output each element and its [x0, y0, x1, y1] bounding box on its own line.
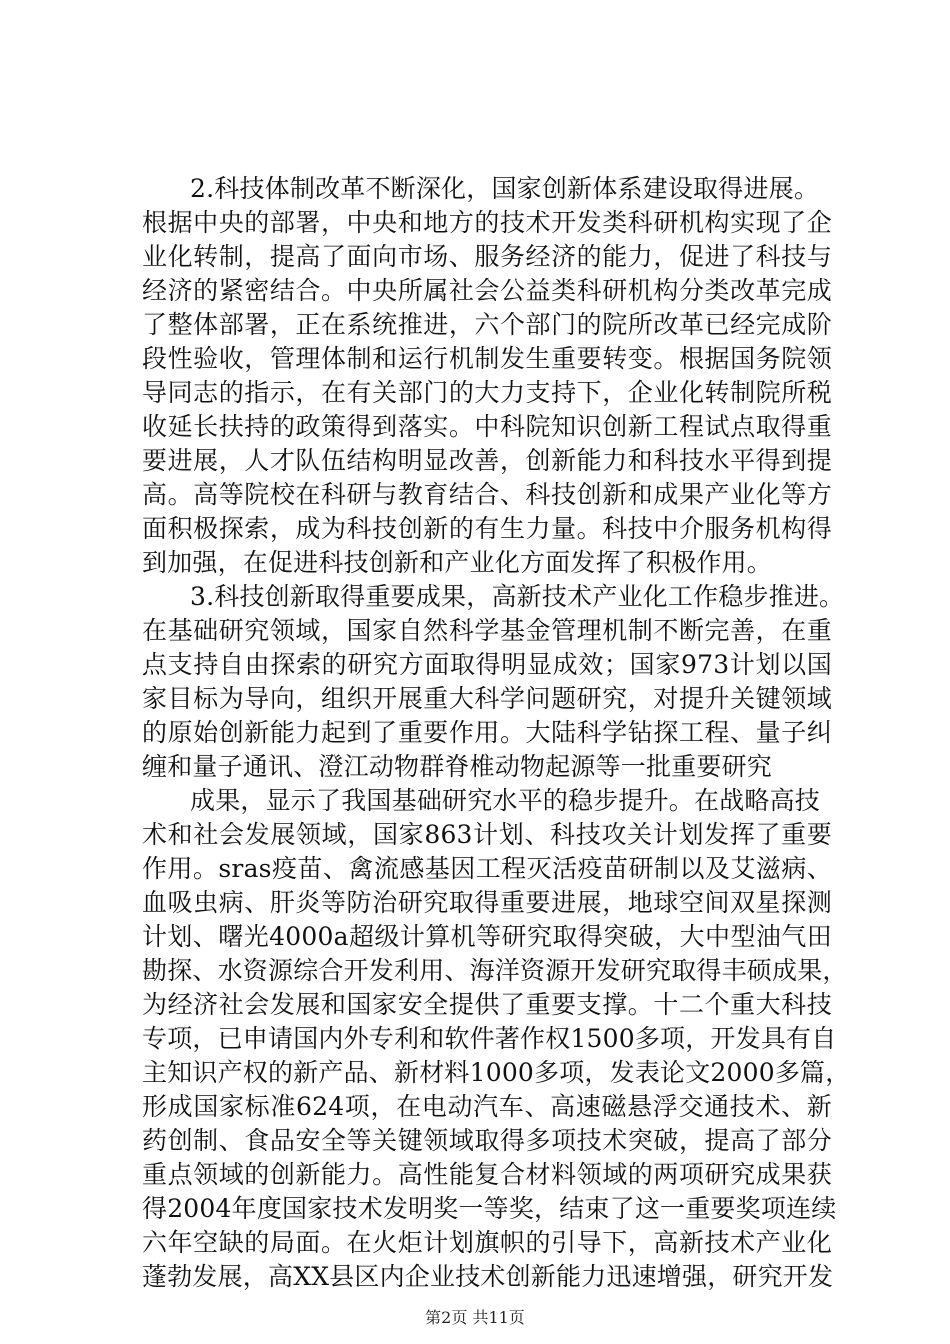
- page-number-footer: 第2页 共11页: [425, 1308, 525, 1327]
- text-line: 为经济社会发展和国家安全提供了重要支撑。十二个重大科技: [142, 990, 832, 1019]
- text-line: 作用。sras疫苗、禽流感基因工程灭活疫苗研制以及艾滋病、: [142, 854, 832, 883]
- text-line: 段性验收，管理体制和运行机制发生重要转变。根据国务院领: [142, 344, 832, 373]
- text-line: 专项，已申请国内外专利和软件著作权1500多项，开发具有自: [142, 1024, 837, 1053]
- text-line: 根据中央的部署，中央和地方的技术开发类科研机构实现了企: [142, 208, 832, 237]
- text-line: 了整体部署，正在系统推进，六个部门的院所改革已经完成阶: [142, 310, 832, 339]
- text-line: 六年空缺的局面。在火炬计划旗帜的引导下，高新技术产业化: [142, 1228, 832, 1257]
- text-line: 血吸虫病、肝炎等防治研究取得重要进展，地球空间双星探测: [142, 888, 832, 917]
- text-line: 主知识产权的新产品、新材料1000多项，发表论文2000多篇，: [142, 1058, 851, 1087]
- text-line: 的原始创新能力起到了重要作用。大陆科学钻探工程、量子纠: [142, 718, 832, 747]
- text-line: 在基础研究领域，国家自然科学基金管理机制不断完善，在重: [142, 616, 832, 645]
- text-line: 勘探、水资源综合开发利用、海洋资源开发研究取得丰硕成果，: [142, 956, 848, 985]
- text-line: 业化转制，提高了面向市场、服务经济的能力，促进了科技与: [142, 242, 832, 271]
- paragraph-start-line: 成果，显示了我国基础研究水平的稳步提升。在战略高技: [190, 786, 821, 815]
- text-line: 导同志的指示，在有关部门的大力支持下，企业化转制院所税: [142, 378, 832, 407]
- text-line: 高。高等院校在科研与教育结合、科技创新和成果产业化等方: [142, 480, 832, 509]
- text-line: 术和社会发展领域，国家863计划、科技攻关计划发挥了重要: [142, 820, 832, 849]
- text-line: 形成国家标准624项，在电动汽车、高速磁悬浮交通技术、新: [142, 1092, 832, 1121]
- text-line: 缠和量子通讯、澄江动物群脊椎动物起源等一批重要研究: [142, 752, 773, 781]
- text-line: 蓬勃发展，高XX县区内企业技术创新能力迅速增强，研究开发: [142, 1262, 834, 1291]
- text-line: 面积极探索，成为科技创新的有生力量。科技中介服务机构得: [142, 514, 832, 543]
- text-line: 经济的紧密结合。中央所属社会公益类科研机构分类改革完成: [142, 276, 832, 305]
- text-line: 得2004年度国家技术发明奖一等奖，结束了这一重要奖项连续: [142, 1194, 837, 1223]
- text-line: 收延长扶持的政策得到落实。中科院知识创新工程试点取得重: [142, 412, 832, 441]
- text-line: 要进展，人才队伍结构明显改善，创新能力和科技水平得到提: [142, 446, 832, 475]
- text-line: 药创制、食品安全等关键领域取得多项技术突破，提高了部分: [142, 1126, 832, 1155]
- text-line: 点支持自由探索的研究方面取得明显成效；国家973计划以国: [142, 650, 832, 679]
- text-line: 计划、曙光4000a超级计算机等研究取得突破，大中型油气田: [142, 922, 832, 951]
- text-line: 重点领域的创新能力。高性能复合材料领域的两项研究成果获: [142, 1160, 832, 1189]
- document-body: [142, 172, 851, 1294]
- paragraph-heading-line: 2.科技体制改革不断深化，国家创新体系建设取得进展。: [190, 174, 820, 203]
- paragraph-heading-line: 3.科技创新取得重要成果，高新技术产业化工作稳步推进。: [190, 582, 845, 611]
- text-line: 到加强，在促进科技创新和产业化方面发挥了积极作用。: [142, 548, 773, 577]
- text-line: 家目标为导向，组织开展重大科学问题研究，对提升关键领域: [142, 684, 832, 713]
